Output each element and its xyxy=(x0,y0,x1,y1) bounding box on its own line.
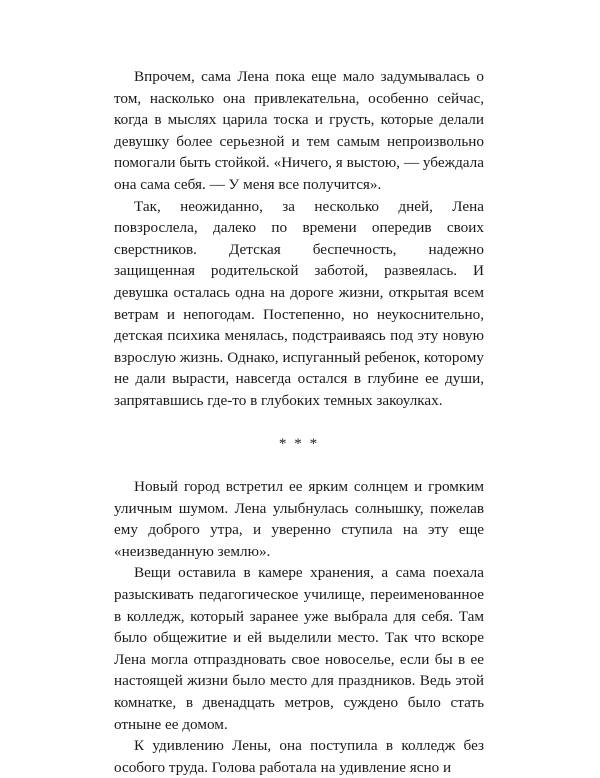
section-separator: * * * xyxy=(278,434,320,452)
paragraph: Вещи оставила в камере хранения, а сама поехала разыскивать педагогическое училище, переименованное в колледж, который заранее уже выбрала для себя. Там было общежитие и ей выделили место. Так что вскоре Лена могла отпраздновать свое новоселье, если бы в ее настоящей жизни было место для праздников. Ведь этой комнатке, в двенадцать метров, суждено было стать отныне ее домом. xyxy=(114,564,484,733)
paragraph: Новый город встретил ее ярким солнцем и громким уличным шумом. Лена улыбнулась солнышку, пожелав ему доброго утра, и уверенно ступила на эту еще «неизведанную землю». xyxy=(114,478,484,560)
paragraph: Так, неожиданно, за несколько дней, Лена повзрослела, далеко по времени опередив своих сверстников. Детская беспечность, надежно защищенная родительской заботой, развеялась. И девушка осталась одна на дороге жизни, открытая всем ветрам и непогодам. Постепенно, но неукоснительно, детская психика менялась, подстраиваясь под эту новую взрослую жизнь. Однако, испуганный ребенок, которому не дали вырасти, навсегда остался в глубине ее души, запрятавшись где-то в глубоких темных закоулках. xyxy=(114,197,484,409)
paragraph: Впрочем, сама Лена пока еще мало задумывалась о том, насколько она привлекательна, особенно сейчас, когда в мыслях царила тоска и грусть, которые делали девушку более серьезной и тем самым непроизвольно помогали быть стойкой. «Ничего, я выстою, — убеждала она сама себя. — У меня все получится». xyxy=(114,68,484,193)
book-page xyxy=(114,66,484,778)
paragraph: К удивлению Лены, она поступила в колледж без особого труда. Голова работала на удивление ясно и xyxy=(114,737,484,776)
